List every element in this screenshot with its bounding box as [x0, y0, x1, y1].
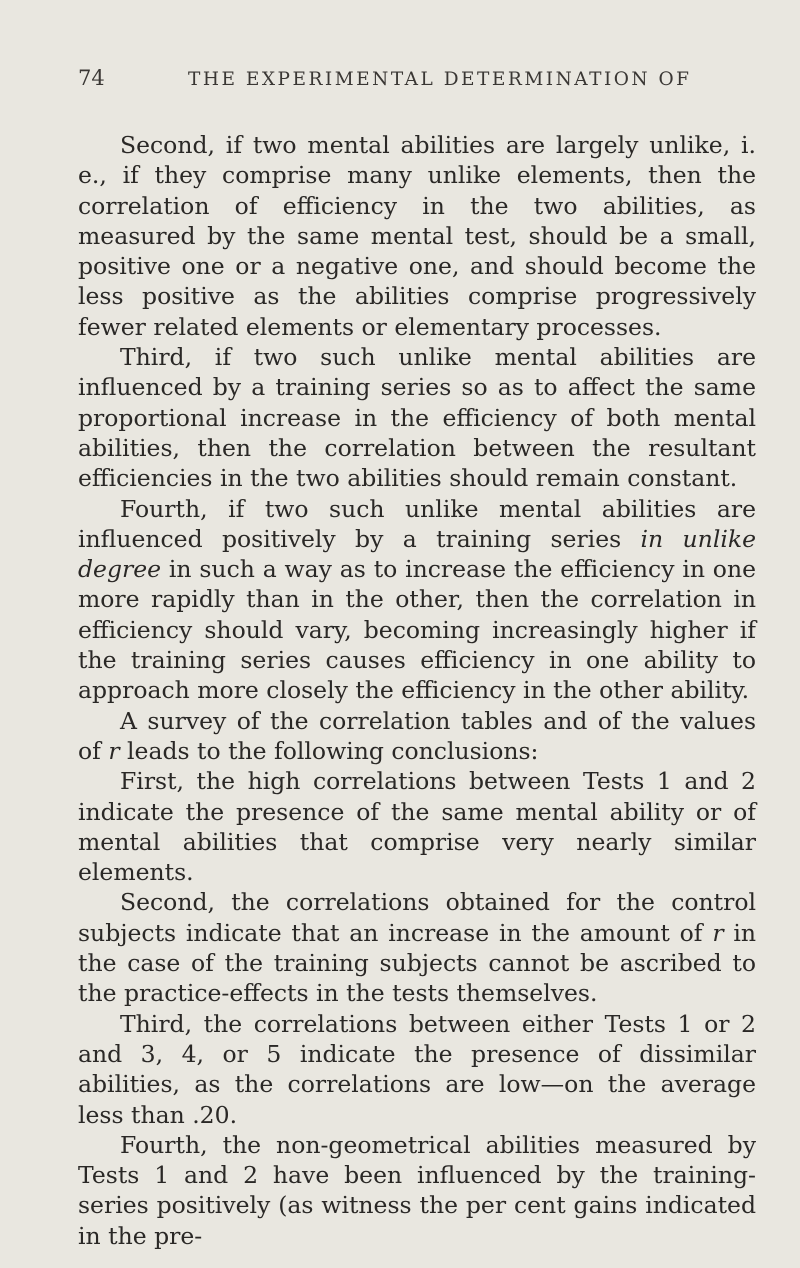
paragraph-third-conclusion [78, 1009, 756, 1130]
running-title: THE EXPERIMENTAL DETERMINATION OF [188, 69, 692, 90]
page-number: 74 [78, 66, 105, 90]
paragraph-fourth-unlike-degree [78, 494, 756, 706]
emphasis-text: r [108, 736, 120, 765]
emphasis-text: in unlike degree [78, 524, 756, 584]
paragraph-second-unlike-abilities [78, 130, 756, 342]
paragraph-text-before: A survey of the correlation tables and of the values of [78, 706, 756, 765]
paragraph-text: First, the high correlations between Tests 1 and 2 indicate the presence of the same mental ability or of mental abilities that comprise very nearly similar elements. [78, 767, 756, 887]
page-header [78, 66, 756, 106]
paragraph-text: Third, the correlations between either Tests 1 or 2 and 3, 4, or 5 indicate the presence of dissimilar abilities, as the correlations are low—on the average less than .20. [78, 1009, 756, 1129]
paragraph-first-conclusion [78, 766, 756, 887]
paragraph-text: Fourth, the non-geometrical abilities measured by Tests 1 and 2 have been influenced by the training-series positively (as witness the per cent gains indicated in the pre- [78, 1130, 756, 1250]
paragraph-text: Second, if two mental abilities are largely unlike, i. e., if they comprise many unlike elements, then the correlation of efficiency in the two abilities, as measured by the same mental test, should be a small, positive one or a negative one, and should become the less positive as the abilities comprise progressively fewer related elements or elementary processes. [78, 131, 756, 341]
paragraph-text-before: Fourth, if two such unlike mental abilities are influenced positively by a training series [78, 494, 756, 553]
paragraph-fourth-conclusion [78, 1130, 756, 1251]
body-text [78, 130, 756, 1251]
paragraph-text-before: Second, the correlations obtained for the control subjects indicate that an increase in the amount of [78, 888, 756, 947]
paragraph-survey-conclusions [78, 706, 756, 767]
emphasis-text: r [712, 918, 724, 947]
paragraph-text-after: in such a way as to increase the efficiency in one more rapidly than in the other, then the correlation in efficiency should vary, becoming increasingly higher if the training series causes efficiency in one ability to approach more closely the efficiency in the other ability. [78, 555, 756, 705]
paragraph-text-after: in the case of the training subjects cannot be ascribed to the practice-effects in the tests themselves. [78, 918, 757, 1008]
paragraph-third-training-constant [78, 342, 756, 493]
paragraph-text-after: leads to the following conclusions: [119, 736, 539, 765]
paragraph-second-conclusion [78, 887, 756, 1008]
paragraph-text: Third, if two such unlike mental abilities are influenced by a training series so as to affect the same proportional increase in the efficiency of both mental abilities, then the correlation between the resultant efficiencies in the two abilities should remain constant. [78, 343, 756, 493]
